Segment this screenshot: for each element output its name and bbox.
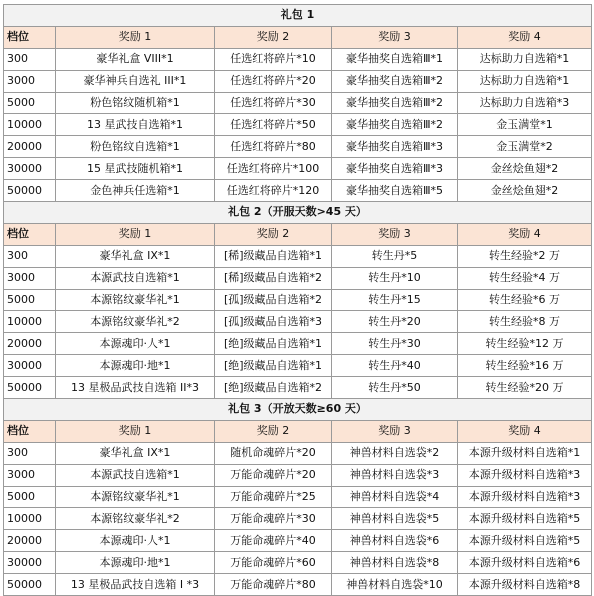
table-row	[4, 377, 592, 399]
reward-cell-2: 万能命魂碎片*25	[215, 486, 332, 508]
reward-cell-4: 本源升级材料自选箱*5	[458, 530, 592, 552]
reward-cell-1: 金色神兵任选箱*1	[56, 180, 215, 202]
tier-cell: 5000	[4, 486, 56, 508]
header-reward-1: 奖励 1	[56, 420, 215, 442]
reward-cell-1: 13 星极品武技自选箱 II*3	[56, 377, 215, 399]
reward-cell-3: 神兽材料自选袋*3	[332, 464, 458, 486]
reward-cell-2: 任选红将碎片*20	[215, 70, 332, 92]
reward-cell-4: 转生经验*2 万	[458, 245, 592, 267]
tier-cell: 5000	[4, 92, 56, 114]
table-row	[4, 114, 592, 136]
reward-cell-1: 本源魂印·人*1	[56, 333, 215, 355]
header-reward-4: 奖励 4	[458, 26, 592, 48]
reward-cell-4: 转生经验*6 万	[458, 289, 592, 311]
tier-cell: 3000	[4, 267, 56, 289]
reward-cell-3: 神兽材料自选袋*5	[332, 508, 458, 530]
reward-cell-1: 本源魂印·地*1	[56, 552, 215, 574]
reward-cell-4: 本源升级材料自选箱*8	[458, 574, 592, 596]
tier-cell: 20000	[4, 530, 56, 552]
reward-cell-2: 任选红将碎片*10	[215, 48, 332, 70]
reward-cell-3: 转生丹*20	[332, 311, 458, 333]
reward-cell-3: 豪华抽奖自选箱Ⅲ*3	[332, 136, 458, 158]
reward-cell-1: 豪华神兵自选礼 III*1	[56, 70, 215, 92]
reward-cell-2: 任选红将碎片*100	[215, 158, 332, 180]
reward-cell-3: 转生丹*30	[332, 333, 458, 355]
tier-cell: 5000	[4, 289, 56, 311]
reward-cell-3: 豪华抽奖自选箱Ⅲ*2	[332, 114, 458, 136]
table-row	[4, 464, 592, 486]
header-row	[4, 420, 592, 442]
reward-cell-3: 转生丹*50	[332, 377, 458, 399]
reward-cell-1: 本源武技自选箱*1	[56, 267, 215, 289]
tier-cell: 20000	[4, 136, 56, 158]
reward-cell-1: 13 星极品武技自选箱 I *3	[56, 574, 215, 596]
reward-cell-2: 万能命魂碎片*40	[215, 530, 332, 552]
header-tier: 档位	[4, 420, 56, 442]
table-row	[4, 508, 592, 530]
reward-cell-2: 万能命魂碎片*80	[215, 574, 332, 596]
reward-sheet	[3, 4, 591, 596]
reward-cell-3: 转生丹*15	[332, 289, 458, 311]
header-reward-4: 奖励 4	[458, 420, 592, 442]
table-row	[4, 574, 592, 596]
reward-cell-4: 转生经验*20 万	[458, 377, 592, 399]
reward-cell-3: 豪华抽奖自选箱Ⅲ*1	[332, 48, 458, 70]
tier-cell: 30000	[4, 158, 56, 180]
reward-cell-2: 万能命魂碎片*60	[215, 552, 332, 574]
table-row	[4, 442, 592, 464]
reward-cell-4: 本源升级材料自选箱*6	[458, 552, 592, 574]
header-reward-1: 奖励 1	[56, 26, 215, 48]
reward-cell-2: 任选红将碎片*30	[215, 92, 332, 114]
reward-cell-4: 达标助力自选箱*1	[458, 70, 592, 92]
header-reward-3: 奖励 3	[332, 420, 458, 442]
reward-cell-2: 任选红将碎片*50	[215, 114, 332, 136]
reward-table	[3, 4, 592, 596]
table-row	[4, 70, 592, 92]
reward-cell-3: 神兽材料自选袋*6	[332, 530, 458, 552]
tier-cell: 10000	[4, 311, 56, 333]
reward-cell-3: 转生丹*40	[332, 355, 458, 377]
reward-cell-1: 本源魂印·人*1	[56, 530, 215, 552]
table-row	[4, 48, 592, 70]
section-title: 礼包 2（开服天数>45 天）	[4, 202, 592, 224]
tier-cell: 300	[4, 442, 56, 464]
reward-cell-2: [孤]级藏品自选箱*2	[215, 289, 332, 311]
table-row	[4, 289, 592, 311]
table-row	[4, 311, 592, 333]
section-title-row	[4, 5, 592, 27]
reward-cell-3: 神兽材料自选袋*2	[332, 442, 458, 464]
reward-cell-3: 豪华抽奖自选箱Ⅲ*3	[332, 158, 458, 180]
reward-cell-4: 转生经验*12 万	[458, 333, 592, 355]
table-row	[4, 552, 592, 574]
header-reward-1: 奖励 1	[56, 223, 215, 245]
table-row	[4, 267, 592, 289]
reward-cell-3: 神兽材料自选袋*8	[332, 552, 458, 574]
tier-cell: 50000	[4, 180, 56, 202]
reward-cell-4: 本源升级材料自选箱*1	[458, 442, 592, 464]
reward-cell-4: 转生经验*8 万	[458, 311, 592, 333]
reward-cell-2: [稀]级藏品自选箱*1	[215, 245, 332, 267]
reward-cell-1: 15 星武技随机箱*1	[56, 158, 215, 180]
tier-cell: 50000	[4, 574, 56, 596]
table-row	[4, 333, 592, 355]
reward-cell-4: 本源升级材料自选箱*3	[458, 464, 592, 486]
table-row	[4, 245, 592, 267]
table-row	[4, 355, 592, 377]
reward-cell-2: 任选红将碎片*80	[215, 136, 332, 158]
header-reward-4: 奖励 4	[458, 223, 592, 245]
reward-table-body	[4, 5, 592, 596]
reward-cell-1: 粉色铭纹随机箱*1	[56, 92, 215, 114]
reward-cell-1: 豪华礼盒 IX*1	[56, 245, 215, 267]
reward-cell-1: 本源铭纹豪华礼*1	[56, 486, 215, 508]
tier-cell: 3000	[4, 70, 56, 92]
header-reward-3: 奖励 3	[332, 26, 458, 48]
tier-cell: 30000	[4, 355, 56, 377]
header-reward-2: 奖励 2	[215, 26, 332, 48]
tier-cell: 20000	[4, 333, 56, 355]
tier-cell: 10000	[4, 508, 56, 530]
reward-cell-1: 本源魂印·地*1	[56, 355, 215, 377]
reward-cell-3: 神兽材料自选袋*4	[332, 486, 458, 508]
table-row	[4, 530, 592, 552]
reward-cell-2: [绝]级藏品自选箱*2	[215, 377, 332, 399]
reward-cell-4: 金丝烩鱼翅*2	[458, 180, 592, 202]
header-reward-2: 奖励 2	[215, 223, 332, 245]
header-tier: 档位	[4, 223, 56, 245]
reward-cell-3: 转生丹*5	[332, 245, 458, 267]
reward-cell-4: 达标助力自选箱*1	[458, 48, 592, 70]
reward-cell-2: [绝]级藏品自选箱*1	[215, 355, 332, 377]
header-row	[4, 26, 592, 48]
reward-cell-2: 万能命魂碎片*30	[215, 508, 332, 530]
reward-cell-2: 随机命魂碎片*20	[215, 442, 332, 464]
table-row	[4, 158, 592, 180]
section-title: 礼包 1	[4, 5, 592, 27]
reward-cell-1: 豪华礼盒 VIII*1	[56, 48, 215, 70]
reward-cell-4: 金丝烩鱼翅*2	[458, 158, 592, 180]
reward-cell-1: 本源武技自选箱*1	[56, 464, 215, 486]
reward-cell-2: 任选红将碎片*120	[215, 180, 332, 202]
reward-cell-3: 转生丹*10	[332, 267, 458, 289]
reward-cell-4: 转生经验*16 万	[458, 355, 592, 377]
reward-cell-4: 达标助力自选箱*3	[458, 92, 592, 114]
tier-cell: 30000	[4, 552, 56, 574]
reward-cell-1: 本源铭纹豪华礼*2	[56, 311, 215, 333]
reward-cell-2: [稀]级藏品自选箱*2	[215, 267, 332, 289]
reward-cell-4: 转生经验*4 万	[458, 267, 592, 289]
reward-cell-4: 金玉满堂*2	[458, 136, 592, 158]
reward-cell-1: 13 星武技自选箱*1	[56, 114, 215, 136]
header-reward-3: 奖励 3	[332, 223, 458, 245]
table-row	[4, 136, 592, 158]
table-row	[4, 92, 592, 114]
header-reward-2: 奖励 2	[215, 420, 332, 442]
section-title-row	[4, 202, 592, 224]
reward-cell-2: [孤]级藏品自选箱*3	[215, 311, 332, 333]
reward-cell-2: 万能命魂碎片*20	[215, 464, 332, 486]
table-row	[4, 486, 592, 508]
reward-cell-2: [绝]级藏品自选箱*1	[215, 333, 332, 355]
tier-cell: 3000	[4, 464, 56, 486]
reward-cell-1: 豪华礼盒 IX*1	[56, 442, 215, 464]
reward-cell-4: 本源升级材料自选箱*3	[458, 486, 592, 508]
tier-cell: 10000	[4, 114, 56, 136]
table-row	[4, 180, 592, 202]
reward-cell-3: 神兽材料自选袋*10	[332, 574, 458, 596]
reward-cell-1: 本源铭纹豪华礼*1	[56, 289, 215, 311]
reward-cell-3: 豪华抽奖自选箱Ⅲ*2	[332, 70, 458, 92]
reward-cell-1: 粉色铭纹自选箱*1	[56, 136, 215, 158]
reward-cell-4: 本源升级材料自选箱*5	[458, 508, 592, 530]
reward-cell-3: 豪华抽奖自选箱Ⅲ*5	[332, 180, 458, 202]
reward-cell-4: 金玉满堂*1	[458, 114, 592, 136]
header-tier: 档位	[4, 26, 56, 48]
section-title-row	[4, 399, 592, 421]
tier-cell: 300	[4, 245, 56, 267]
tier-cell: 50000	[4, 377, 56, 399]
header-row	[4, 223, 592, 245]
section-title: 礼包 3（开放天数≥60 天）	[4, 399, 592, 421]
reward-cell-3: 豪华抽奖自选箱Ⅲ*2	[332, 92, 458, 114]
tier-cell: 300	[4, 48, 56, 70]
reward-cell-1: 本源铭纹豪华礼*2	[56, 508, 215, 530]
